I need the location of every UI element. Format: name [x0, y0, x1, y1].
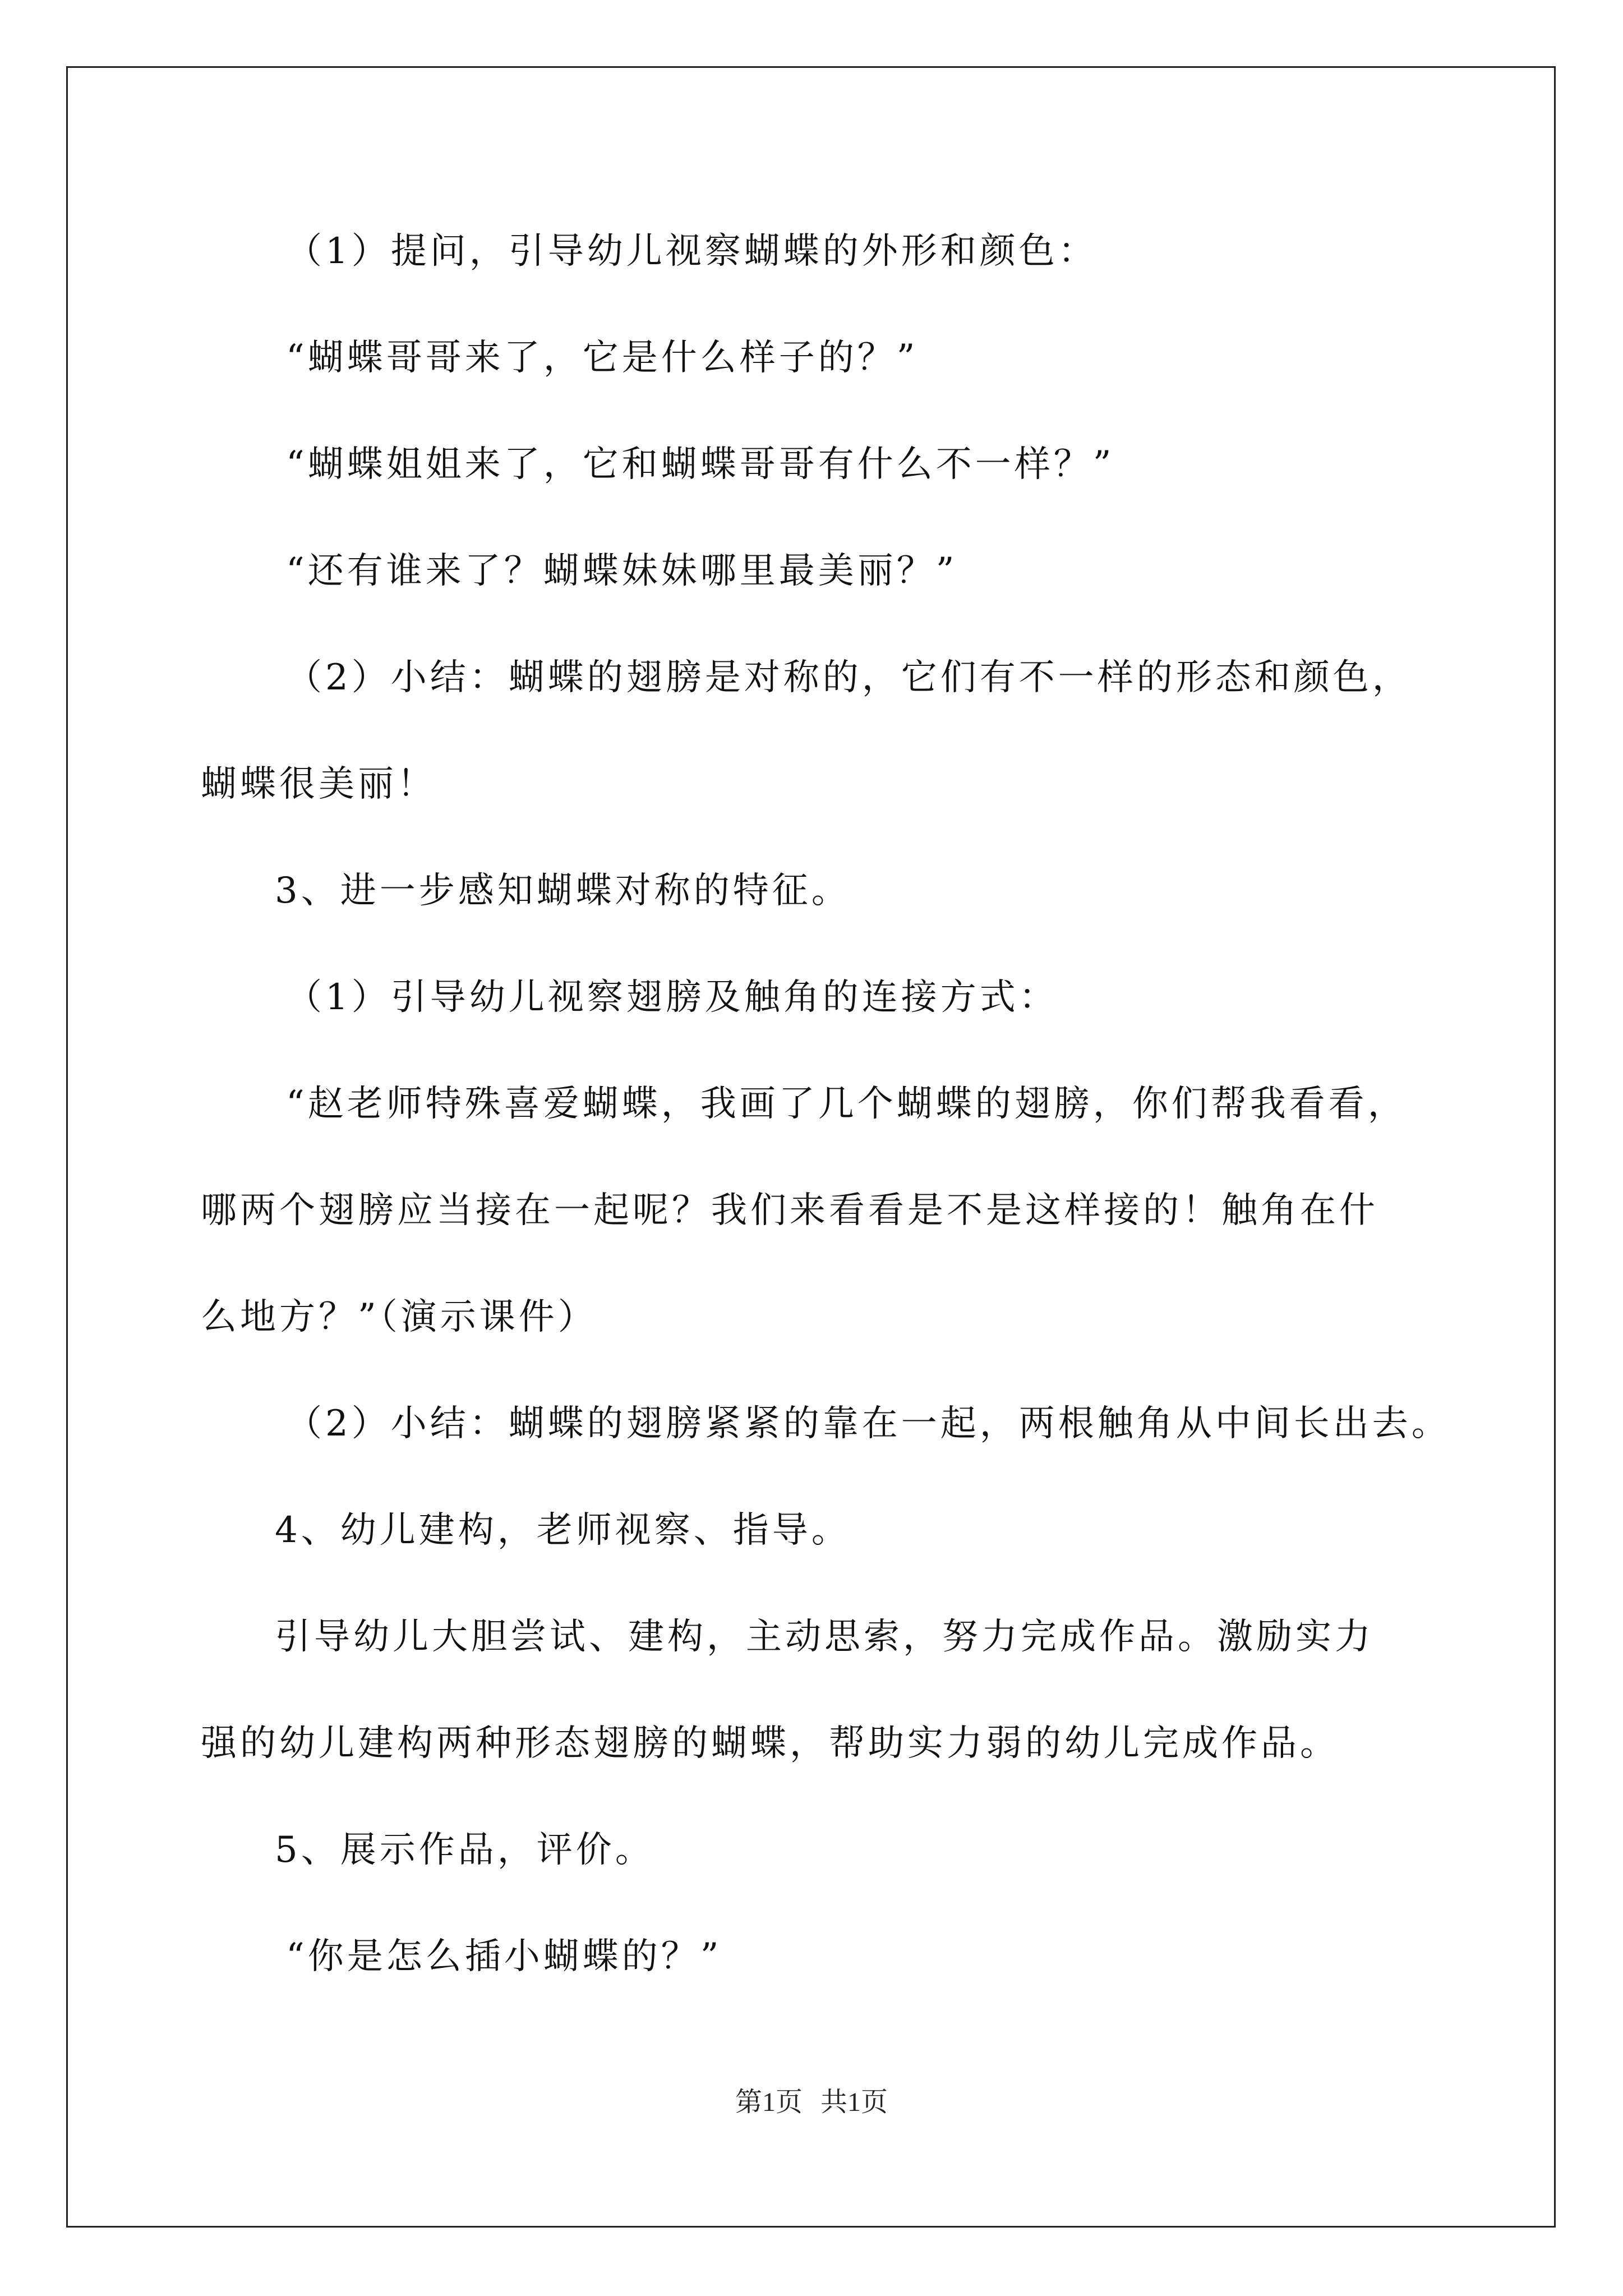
paragraph-question-intro: （1）提问，引导幼儿视察蝴蝶的外形和颜色：	[286, 231, 1098, 272]
quote-teacher-zhao: “赵老师特殊喜爱蝴蝶，我画了几个蝴蝶的翅膀，你们帮我看看，	[286, 1083, 1407, 1125]
quote-teacher-zhao-cont-2: 么地方？”（演示课件）	[201, 1296, 597, 1338]
paragraph-summary-2: （2）小结：蝴蝶的翅膀紧紧的靠在一起，两根触角从中间长出去。	[286, 1403, 1451, 1444]
heading-step-3: 3、进一步感知蝴蝶对称的特征。	[275, 870, 851, 912]
paragraph-summary-1-cont: 蝴蝶很美丽！	[201, 763, 436, 805]
quote-butterfly-younger-sister: “还有谁来了？蝴蝶妹妹哪里最美丽？”	[286, 550, 958, 592]
quote-butterfly-sister: “蝴蝶姐姐来了，它和蝴蝶哥哥有什么不一样？”	[286, 444, 1115, 485]
quote-how-insert: “你是怎么插小蝴蝶的？”	[286, 1936, 722, 1977]
page-border	[66, 66, 1556, 2228]
heading-step-5: 5、展示作品，评价。	[275, 1829, 654, 1871]
paragraph-encourage: 引导幼儿大胆尝试、建构，主动思索，努力完成作品。激励实力	[275, 1616, 1374, 1658]
paragraph-summary-1: （2）小结：蝴蝶的翅膀是对称的，它们有不一样的形态和颜色，	[286, 657, 1412, 698]
page-total: 共1页	[820, 2087, 888, 2117]
page-number: 第1页	[735, 2087, 803, 2117]
paragraph-guide-wings: （1）引导幼儿视察翅膀及触角的连接方式：	[286, 977, 1058, 1018]
quote-teacher-zhao-cont-1: 哪两个翅膀应当接在一起呢？我们来看看是不是这样接的！触角在什	[201, 1190, 1378, 1231]
heading-step-4: 4、幼儿建构，老师视察、指导。	[275, 1510, 851, 1551]
page-footer	[0, 2086, 1623, 2119]
quote-butterfly-brother: “蝴蝶哥哥来了，它是什么样子的？”	[286, 337, 919, 379]
paragraph-encourage-cont: 强的幼儿建构两种形态翅膀的蝴蝶，帮助实力弱的幼儿完成作品。	[201, 1723, 1339, 1764]
